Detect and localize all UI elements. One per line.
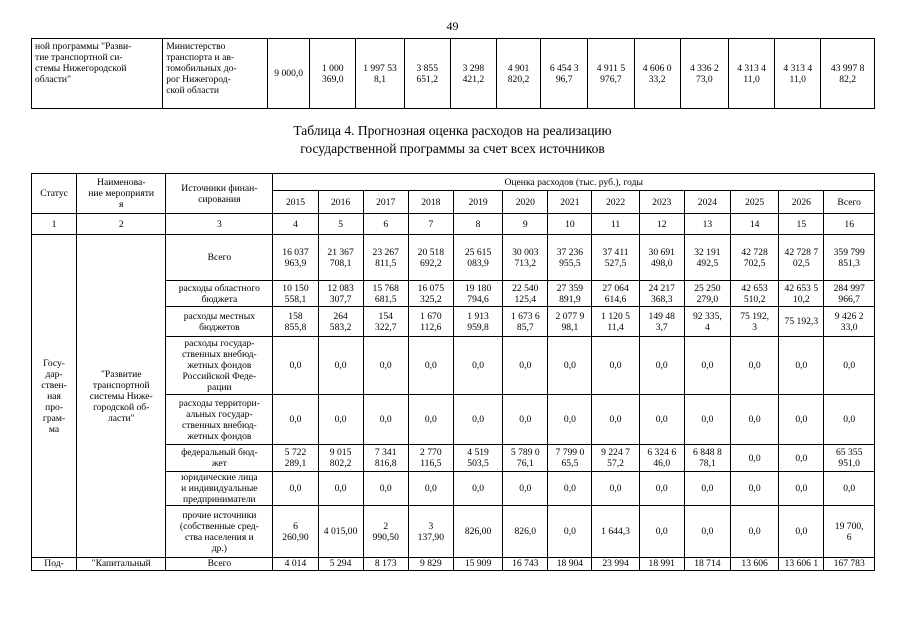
value-cell: 0,0: [273, 472, 318, 506]
value-cell: 0,0: [730, 472, 778, 506]
value-cell: 0,0: [730, 395, 778, 445]
value-cell: 0,0: [592, 337, 639, 395]
value-cell: 6 454 3 96,7: [541, 39, 588, 109]
value-cell: 13 606: [730, 558, 778, 571]
value-cell: 10 150 558,1: [273, 281, 318, 307]
value-cell: 4 336 2 73,0: [680, 39, 728, 109]
value-cell: 167 783: [824, 558, 875, 571]
value-cell: 9 000,0: [268, 39, 310, 109]
column-number: 8: [453, 214, 502, 235]
value-cell: 0,0: [639, 337, 684, 395]
value-cell: 826,0: [503, 506, 548, 558]
value-cell: 6 324 6 46,0: [639, 445, 684, 472]
value-cell: 154 322,7: [363, 307, 408, 337]
value-cell: 65 355 951,0: [824, 445, 875, 472]
value-cell: 0,0: [318, 472, 363, 506]
column-number: 16: [824, 214, 875, 235]
column-number: 1: [32, 214, 77, 235]
value-cell: 23 267 811,5: [363, 235, 408, 281]
column-number: 11: [592, 214, 639, 235]
value-cell: 25 615 083,9: [453, 235, 502, 281]
value-cell: 18 904: [548, 558, 592, 571]
value-cell: 18 714: [684, 558, 730, 571]
source-cell: юридические лица и индивидуальные предприниматели: [166, 472, 273, 506]
value-cell: 0,0: [503, 395, 548, 445]
value-cell: 2 077 9 98,1: [548, 307, 592, 337]
value-cell: 0,0: [779, 337, 824, 395]
value-cell: 4 313 4 11,0: [728, 39, 774, 109]
value-cell: 15 768 681,5: [363, 281, 408, 307]
year-header: 2026: [779, 191, 824, 214]
status-cell: Госу- дар- ствен- ная про- грам- ма: [32, 235, 77, 558]
value-cell: 0,0: [273, 395, 318, 445]
event-name-cell: "Развитие транспортной системы Ниже- городской об- ласти": [77, 235, 166, 558]
value-cell: 1 673 6 85,7: [503, 307, 548, 337]
value-cell: 4 519 503,5: [453, 445, 502, 472]
value-cell: 826,00: [453, 506, 502, 558]
header-estimate: Оценка расходов (тыс. руб.), годы: [273, 174, 875, 191]
value-cell: 23 994: [592, 558, 639, 571]
value-cell: 0,0: [408, 395, 453, 445]
page-number: 49: [446, 19, 459, 33]
value-cell: 6 260,90: [273, 506, 318, 558]
value-cell: 284 997 966,7: [824, 281, 875, 307]
year-header: 2020: [503, 191, 548, 214]
source-cell: Всего: [166, 558, 273, 571]
value-cell: 30 003 713,2: [503, 235, 548, 281]
value-cell: 4 911 5 976,7: [588, 39, 634, 109]
continuation-table: [31, 38, 875, 109]
value-cell: 0,0: [503, 337, 548, 395]
value-cell: 0,0: [730, 445, 778, 472]
source-cell: расходы местных бюджетов: [166, 307, 273, 337]
header-sources: Источники финан- сирования: [166, 174, 273, 214]
value-cell: 1 670 112,6: [408, 307, 453, 337]
year-header: Всего: [824, 191, 875, 214]
value-cell: 0,0: [730, 337, 778, 395]
value-cell: 1 913 959,8: [453, 307, 502, 337]
value-cell: 0,0: [548, 395, 592, 445]
column-number: 2: [77, 214, 166, 235]
value-cell: 0,0: [730, 506, 778, 558]
value-cell: 0,0: [548, 337, 592, 395]
value-cell: 1 997 53 8,1: [356, 39, 404, 109]
value-cell: 0,0: [503, 472, 548, 506]
value-cell: 42 653 510,2: [730, 281, 778, 307]
value-cell: 20 518 692,2: [408, 235, 453, 281]
header-row: [32, 174, 875, 191]
value-cell: 75 192, 3: [730, 307, 778, 337]
value-cell: 0,0: [639, 395, 684, 445]
year-header: 2019: [453, 191, 502, 214]
value-cell: 0,0: [318, 337, 363, 395]
value-cell: 3 855 651,2: [404, 39, 450, 109]
continuation-row: [32, 39, 875, 109]
event-name-cell: "Капитальный: [77, 558, 166, 571]
value-cell: 75 192,3: [779, 307, 824, 337]
value-cell: 0,0: [363, 472, 408, 506]
value-cell: 6 848 8 78,1: [684, 445, 730, 472]
value-cell: 4 014: [273, 558, 318, 571]
value-cell: 21 367 708,1: [318, 235, 363, 281]
value-cell: 12 083 307,7: [318, 281, 363, 307]
year-header: 2018: [408, 191, 453, 214]
value-cell: 2 770 116,5: [408, 445, 453, 472]
value-cell: 0,0: [592, 472, 639, 506]
value-cell: 42 728 702,5: [730, 235, 778, 281]
value-cell: 158 855,8: [273, 307, 318, 337]
value-cell: 5 294: [318, 558, 363, 571]
value-cell: 5 789 0 76,1: [503, 445, 548, 472]
year-header: 2023: [639, 191, 684, 214]
value-cell: 9 426 2 33,0: [824, 307, 875, 337]
value-cell: 16 743: [503, 558, 548, 571]
table-row: [32, 235, 875, 281]
value-cell: 42 653 5 10,2: [779, 281, 824, 307]
value-cell: 92 335, 4: [684, 307, 730, 337]
column-number: 4: [273, 214, 318, 235]
value-cell: 4 015,00: [318, 506, 363, 558]
table-row: [32, 558, 875, 571]
column-number: 6: [363, 214, 408, 235]
column-numbers-row: [32, 214, 875, 235]
header-name: Наименова- ние мероприяти я: [77, 174, 166, 214]
value-cell: 27 064 614,6: [592, 281, 639, 307]
value-cell: 42 728 7 02,5: [779, 235, 824, 281]
source-cell: Всего: [166, 235, 273, 281]
value-cell: 0,0: [363, 395, 408, 445]
value-cell: 0,0: [684, 337, 730, 395]
source-cell: прочие источники (собственные сред- ства населения и др.): [166, 506, 273, 558]
column-number: 12: [639, 214, 684, 235]
value-cell: 7 799 0 65,5: [548, 445, 592, 472]
column-number: 13: [684, 214, 730, 235]
status-cell: Под-: [32, 558, 77, 571]
value-cell: 25 250 279,0: [684, 281, 730, 307]
value-cell: 4 606 0 33,2: [634, 39, 680, 109]
value-cell: 3 137,90: [408, 506, 453, 558]
value-cell: 8 173: [363, 558, 408, 571]
source-cell: федеральный бюд- жет: [166, 445, 273, 472]
value-cell: 19 180 794,6: [453, 281, 502, 307]
value-cell: 0,0: [408, 337, 453, 395]
value-cell: 1 644,3: [592, 506, 639, 558]
value-cell: 0,0: [779, 445, 824, 472]
value-cell: 0,0: [779, 472, 824, 506]
program-name-cell: ной программы "Разви- тие транспортной си- стемы Нижегородской области": [32, 39, 163, 109]
year-header: 2022: [592, 191, 639, 214]
source-cell: расходы территори- альных государ- ственных внебюд- жетных фондов: [166, 395, 273, 445]
value-cell: 0,0: [684, 472, 730, 506]
column-number: 10: [548, 214, 592, 235]
value-cell: 5 722 289,1: [273, 445, 318, 472]
value-cell: 37 411 527,5: [592, 235, 639, 281]
value-cell: 18 991: [639, 558, 684, 571]
column-number: 3: [166, 214, 273, 235]
column-number: 7: [408, 214, 453, 235]
value-cell: 0,0: [639, 506, 684, 558]
value-cell: 0,0: [548, 506, 592, 558]
table-caption: Таблица 4. Прогнозная оценка расходов на реализацию государственной программы за счет всех источников: [293, 123, 612, 156]
value-cell: 16 037 963,9: [273, 235, 318, 281]
value-cell: 32 191 492,5: [684, 235, 730, 281]
value-cell: 0,0: [684, 506, 730, 558]
column-number: 5: [318, 214, 363, 235]
value-cell: 0,0: [824, 395, 875, 445]
value-cell: 0,0: [684, 395, 730, 445]
year-header: 2021: [548, 191, 592, 214]
value-cell: 4 901 820,2: [497, 39, 541, 109]
value-cell: 24 217 368,3: [639, 281, 684, 307]
value-cell: 0,0: [453, 337, 502, 395]
value-cell: 0,0: [453, 472, 502, 506]
value-cell: 9 224 7 57,2: [592, 445, 639, 472]
expenditure-table: [31, 173, 875, 571]
value-cell: 15 909: [453, 558, 502, 571]
column-number: 15: [779, 214, 824, 235]
value-cell: 9 829: [408, 558, 453, 571]
value-cell: 0,0: [824, 472, 875, 506]
value-cell: 0,0: [824, 337, 875, 395]
year-header: 2024: [684, 191, 730, 214]
value-cell: 4 313 4 11,0: [775, 39, 821, 109]
value-cell: 149 48 3,7: [639, 307, 684, 337]
value-cell: 0,0: [408, 472, 453, 506]
value-cell: 19 700, 6: [824, 506, 875, 558]
year-header: 2015: [273, 191, 318, 214]
value-cell: 7 341 816,8: [363, 445, 408, 472]
value-cell: 0,0: [779, 506, 824, 558]
value-cell: 37 236 955,5: [548, 235, 592, 281]
value-cell: 30 691 498,0: [639, 235, 684, 281]
value-cell: 16 075 325,2: [408, 281, 453, 307]
year-header: 2017: [363, 191, 408, 214]
year-header: 2016: [318, 191, 363, 214]
source-cell: расходы областного бюджета: [166, 281, 273, 307]
value-cell: 359 799 851,3: [824, 235, 875, 281]
value-cell: 0,0: [318, 395, 363, 445]
value-cell: 0,0: [592, 395, 639, 445]
value-cell: 27 359 891,9: [548, 281, 592, 307]
source-cell: расходы государ- ственных внебюд- жетных фондов Российской Феде- рации: [166, 337, 273, 395]
value-cell: 0,0: [273, 337, 318, 395]
value-cell: 0,0: [639, 472, 684, 506]
value-cell: 13 606 1: [779, 558, 824, 571]
header-status: Статус: [32, 174, 77, 214]
column-number: 14: [730, 214, 778, 235]
value-cell: 3 298 421,2: [450, 39, 496, 109]
year-header: 2025: [730, 191, 778, 214]
value-cell: 1 120 5 11,4: [592, 307, 639, 337]
value-cell: 22 540 125,4: [503, 281, 548, 307]
executor-cell: Министерство транспорта и ав- томобильных до- рог Нижегород- ской области: [163, 39, 268, 109]
value-cell: 9 015 802,2: [318, 445, 363, 472]
column-number: 9: [503, 214, 548, 235]
value-cell: 0,0: [453, 395, 502, 445]
value-cell: 43 997 8 82,2: [821, 39, 875, 109]
value-cell: 1 000 369,0: [310, 39, 356, 109]
value-cell: 2 990,50: [363, 506, 408, 558]
value-cell: 0,0: [548, 472, 592, 506]
value-cell: 264 583,2: [318, 307, 363, 337]
value-cell: 0,0: [363, 337, 408, 395]
value-cell: 0,0: [779, 395, 824, 445]
